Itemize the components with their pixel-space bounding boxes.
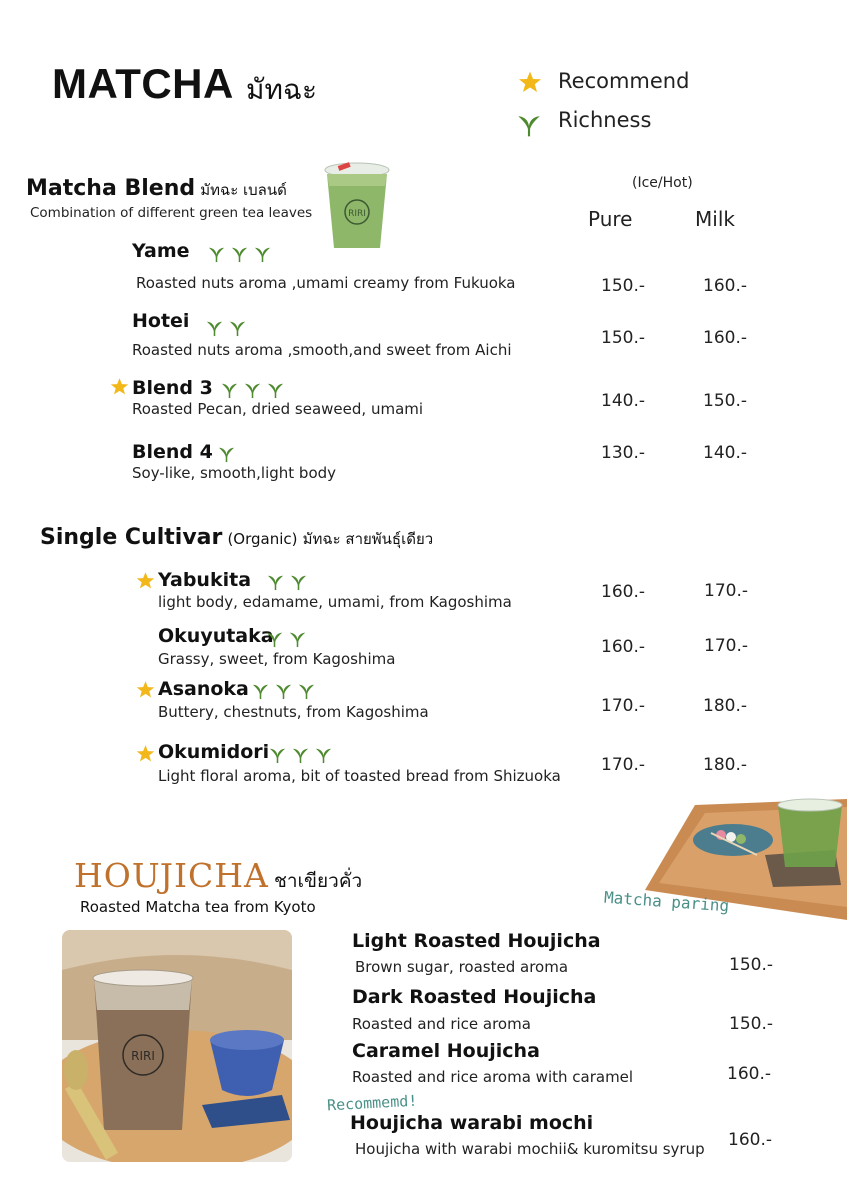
leaf-icon bbox=[205, 242, 228, 263]
section-title-thai: มัทฉะ เบลนด์ bbox=[200, 181, 287, 199]
houjicha-photo bbox=[62, 930, 292, 1162]
item-name-okuyutaka: Okuyutaka bbox=[158, 625, 274, 647]
item-desc-dark-roasted-houjicha: Roasted and rice aroma bbox=[352, 1015, 531, 1033]
section-subtitle: Roasted Matcha tea from Kyoto bbox=[80, 898, 316, 916]
price-pure-okumidori: 170.- bbox=[601, 755, 645, 775]
price-light-roasted-houjicha: 150.- bbox=[729, 955, 773, 975]
star-icon bbox=[110, 377, 129, 396]
item-name-blend-3: Blend 3 bbox=[132, 377, 213, 399]
item-desc-houjicha-warabi-mochi: Houjicha with warabi mochii& kuromitsu syrup bbox=[355, 1140, 705, 1158]
price-houjicha-warabi-mochi: 160.- bbox=[728, 1130, 772, 1150]
organic-label: (Organic) bbox=[227, 530, 298, 548]
item-name-houjicha-warabi-mochi: Houjicha warabi mochi bbox=[350, 1112, 594, 1134]
richness-rating bbox=[218, 378, 287, 399]
richness-rating bbox=[264, 570, 310, 591]
temperature-note: (Ice/Hot) bbox=[632, 175, 693, 191]
price-milk-hotei: 160.- bbox=[703, 328, 747, 348]
leaf-icon bbox=[513, 108, 545, 138]
price-dark-roasted-houjicha: 150.- bbox=[729, 1014, 773, 1034]
star-icon bbox=[136, 571, 155, 590]
richness-rating bbox=[249, 679, 318, 700]
price-milk-okuyutaka: 170.- bbox=[704, 636, 748, 656]
column-milk: Milk bbox=[695, 207, 735, 231]
cup-logo: RIRI bbox=[348, 209, 366, 219]
page-title: MATCHA bbox=[52, 60, 234, 107]
item-name-yame: Yame bbox=[132, 240, 190, 262]
item-name-asanoka: Asanoka bbox=[158, 678, 249, 700]
item-name-caramel-houjicha: Caramel Houjicha bbox=[352, 1040, 540, 1062]
matcha-blend-heading bbox=[26, 176, 287, 202]
leaf-icon bbox=[289, 743, 312, 764]
item-desc-yame: Roasted nuts aroma ,umami creamy from Fukuoka bbox=[136, 274, 516, 292]
leaf-icon bbox=[272, 679, 295, 700]
price-milk-okumidori: 180.- bbox=[703, 755, 747, 775]
single-cultivar-heading bbox=[40, 525, 433, 551]
leaf-icon bbox=[218, 378, 241, 399]
item-desc-hotei: Roasted nuts aroma ,smooth,and sweet from Aichi bbox=[132, 341, 512, 359]
item-desc-blend-4: Soy-like, smooth,light body bbox=[132, 464, 337, 482]
recommend-note: Recommemd! bbox=[326, 1091, 418, 1115]
section-subtitle: Combination of different green tea leaves bbox=[30, 205, 313, 221]
matcha-pairing-note: Matcha paring bbox=[603, 887, 730, 916]
star-icon bbox=[136, 744, 155, 763]
section-title-thai: ชาเขียวคั่ว bbox=[273, 870, 363, 892]
leaf-icon bbox=[295, 679, 318, 700]
price-milk-yabukita: 170.- bbox=[704, 581, 748, 601]
item-desc-light-roasted-houjicha: Brown sugar, roasted aroma bbox=[355, 958, 569, 976]
page-title-thai: มัทฉะ bbox=[246, 73, 318, 106]
leaf-icon bbox=[287, 570, 310, 591]
item-name-dark-roasted-houjicha: Dark Roasted Houjicha bbox=[352, 986, 597, 1008]
cup-logo: RIRI bbox=[131, 1049, 155, 1063]
leaf-icon bbox=[215, 442, 238, 463]
price-milk-blend-3: 150.- bbox=[703, 391, 747, 411]
item-name-light-roasted-houjicha: Light Roasted Houjicha bbox=[352, 930, 601, 952]
price-pure-blend-3: 140.- bbox=[601, 391, 645, 411]
leaf-icon bbox=[226, 316, 249, 337]
price-pure-asanoka: 170.- bbox=[601, 696, 645, 716]
section-title: Matcha Blend bbox=[26, 176, 196, 201]
richness-rating bbox=[266, 743, 335, 764]
price-pure-yabukita: 160.- bbox=[601, 582, 645, 602]
price-caramel-houjicha: 160.- bbox=[727, 1064, 771, 1084]
legend-recommend: Recommend bbox=[558, 69, 690, 93]
price-pure-hotei: 150.- bbox=[601, 328, 645, 348]
price-milk-asanoka: 180.- bbox=[703, 696, 747, 716]
richness-rating bbox=[203, 316, 249, 337]
richness-rating bbox=[215, 442, 238, 463]
section-title: HOUJICHA bbox=[74, 856, 269, 895]
price-pure-yame: 150.- bbox=[601, 276, 645, 296]
item-desc-okumidori: Light floral aroma, bit of toasted bread from Shizuoka bbox=[158, 767, 561, 785]
leaf-icon bbox=[286, 627, 309, 648]
star-icon bbox=[136, 680, 155, 699]
price-pure-blend-4: 130.- bbox=[601, 443, 645, 463]
star-icon bbox=[518, 70, 542, 94]
leaf-icon bbox=[251, 242, 274, 263]
leaf-icon bbox=[263, 627, 286, 648]
leaf-icon bbox=[264, 570, 287, 591]
item-name-yabukita: Yabukita bbox=[158, 569, 252, 591]
richness-rating bbox=[263, 627, 309, 648]
leaf-icon bbox=[249, 679, 272, 700]
houjicha-heading bbox=[74, 856, 362, 896]
section-title-thai: มัทฉะ สายพันธุ์เดียว bbox=[302, 530, 434, 548]
item-desc-okuyutaka: Grassy, sweet, from Kagoshima bbox=[158, 650, 396, 668]
leaf-icon bbox=[312, 743, 335, 764]
leaf-icon bbox=[203, 316, 226, 337]
leaf-icon bbox=[264, 378, 287, 399]
price-milk-yame: 160.- bbox=[703, 276, 747, 296]
price-pure-okuyutaka: 160.- bbox=[601, 637, 645, 657]
leaf-icon bbox=[266, 743, 289, 764]
item-name-hotei: Hotei bbox=[132, 310, 190, 332]
item-desc-blend-3: Roasted Pecan, dried seaweed, umami bbox=[132, 400, 424, 418]
legend-richness: Richness bbox=[558, 108, 652, 132]
item-desc-yabukita: light body, edamame, umami, from Kagoshima bbox=[158, 593, 512, 611]
leaf-icon bbox=[241, 378, 264, 399]
matcha-cup-photo bbox=[322, 160, 392, 252]
column-pure: Pure bbox=[588, 207, 633, 231]
item-name-blend-4: Blend 4 bbox=[132, 441, 213, 463]
section-title: Single Cultivar bbox=[40, 525, 223, 550]
item-name-okumidori: Okumidori bbox=[158, 741, 270, 763]
price-milk-blend-4: 140.- bbox=[703, 443, 747, 463]
item-desc-asanoka: Buttery, chestnuts, from Kagoshima bbox=[158, 703, 429, 721]
item-desc-caramel-houjicha: Roasted and rice aroma with caramel bbox=[352, 1068, 634, 1086]
richness-rating bbox=[205, 242, 274, 263]
leaf-icon bbox=[228, 242, 251, 263]
